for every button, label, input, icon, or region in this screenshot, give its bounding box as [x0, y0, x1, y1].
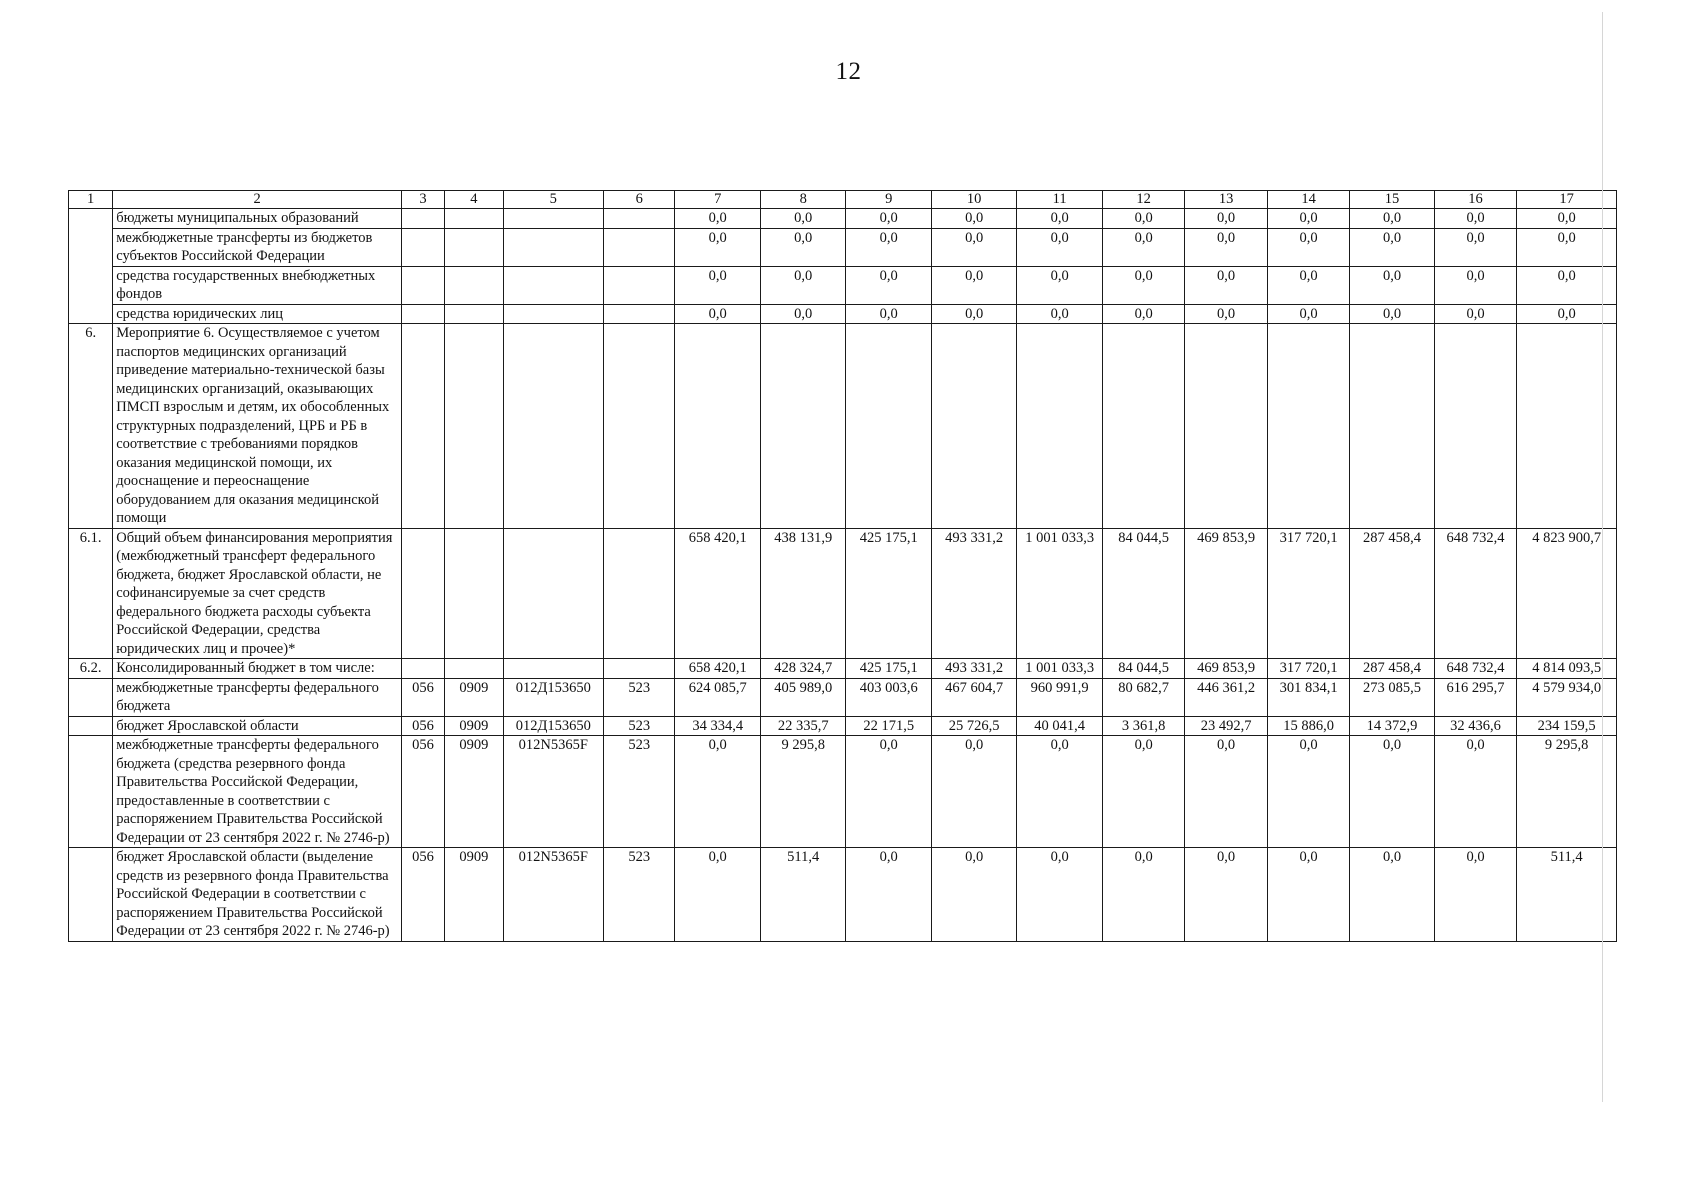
admin-code — [401, 528, 444, 659]
column-header: 5 — [503, 191, 604, 209]
value-cell: 9 295,8 — [760, 736, 845, 848]
row-number: 6.1. — [69, 528, 113, 659]
value-cell: 0,0 — [1434, 736, 1516, 848]
table-row — [69, 304, 1617, 324]
value-cell: 22 171,5 — [846, 716, 931, 736]
target-article-code — [503, 528, 604, 659]
value-cell: 0,0 — [760, 266, 845, 304]
section-code — [445, 528, 503, 659]
value-cell: 0,0 — [675, 228, 760, 266]
section-code — [445, 228, 503, 266]
value-cell: 0,0 — [675, 209, 760, 229]
column-header: 15 — [1350, 191, 1434, 209]
value-cell: 438 131,9 — [760, 528, 845, 659]
row-number — [69, 716, 113, 736]
admin-code — [401, 266, 444, 304]
expense-type-code: 523 — [604, 678, 675, 716]
value-cell: 0,0 — [1017, 848, 1102, 942]
value-cell: 0,0 — [1267, 209, 1349, 229]
value-cell: 0,0 — [675, 736, 760, 848]
value-cell: 0,0 — [1267, 266, 1349, 304]
column-header: 17 — [1517, 191, 1617, 209]
admin-code — [401, 228, 444, 266]
value-cell: 0,0 — [1185, 848, 1267, 942]
value-cell — [675, 324, 760, 529]
row-number — [69, 848, 113, 942]
target-article-code — [503, 659, 604, 679]
section-code: 0909 — [445, 716, 503, 736]
table-row — [69, 209, 1617, 229]
section-code — [445, 304, 503, 324]
value-cell: 0,0 — [1267, 228, 1349, 266]
value-cell: 0,0 — [846, 266, 931, 304]
table-row — [69, 659, 1617, 679]
table-row — [69, 678, 1617, 716]
row-name: Мероприятие 6. Осуществляемое с учетом паспортов медицинских организаций приведение материально-технической базы медицинских организаций, оказывающих ПМСП взрослым и детям, их обособленных структурных подразделений, ЦРБ и РБ в соответствие с требованиями порядков оказания медицинской помощи, их дооснащение и переоснащение оборудованием для оказания медицинской помощи — [113, 324, 402, 529]
section-code — [445, 324, 503, 529]
value-cell: 0,0 — [1102, 209, 1184, 229]
column-header: 4 — [445, 191, 503, 209]
value-cell: 469 853,9 — [1185, 659, 1267, 679]
row-name: бюджет Ярославской области (выделение средств из резервного фонда Правительства Российской Федерации в соответствии с распоряжением Правительства Российской Федерации от 23 сентября 2022 г. № 2746-р) — [113, 848, 402, 942]
column-header: 12 — [1102, 191, 1184, 209]
value-cell: 0,0 — [1267, 848, 1349, 942]
admin-code — [401, 324, 444, 529]
admin-code — [401, 304, 444, 324]
value-cell: 0,0 — [846, 228, 931, 266]
column-header: 2 — [113, 191, 402, 209]
value-cell: 616 295,7 — [1434, 678, 1516, 716]
value-cell: 0,0 — [1350, 209, 1434, 229]
value-cell: 648 732,4 — [1434, 528, 1516, 659]
value-cell: 469 853,9 — [1185, 528, 1267, 659]
row-number — [69, 678, 113, 716]
value-cell: 0,0 — [675, 266, 760, 304]
value-cell: 0,0 — [1517, 228, 1617, 266]
value-cell: 287 458,4 — [1350, 659, 1434, 679]
target-article-code — [503, 304, 604, 324]
value-cell: 273 085,5 — [1350, 678, 1434, 716]
row-name: межбюджетные трансферты федерального бюджета — [113, 678, 402, 716]
value-cell: 0,0 — [1017, 209, 1102, 229]
value-cell: 0,0 — [931, 304, 1016, 324]
row-number: 6.2. — [69, 659, 113, 679]
value-cell — [1017, 324, 1102, 529]
value-cell: 32 436,6 — [1434, 716, 1516, 736]
column-header: 1 — [69, 191, 113, 209]
target-article-code: 012Д153650 — [503, 716, 604, 736]
value-cell: 234 159,5 — [1517, 716, 1617, 736]
value-cell: 511,4 — [1517, 848, 1617, 942]
row-name: средства государственных внебюджетных фондов — [113, 266, 402, 304]
section-code: 0909 — [445, 678, 503, 716]
table-body — [69, 191, 1617, 942]
table-row — [69, 736, 1617, 848]
table-row — [69, 266, 1617, 304]
value-cell: 425 175,1 — [846, 528, 931, 659]
value-cell: 14 372,9 — [1350, 716, 1434, 736]
value-cell: 0,0 — [1185, 266, 1267, 304]
target-article-code — [503, 209, 604, 229]
value-cell: 648 732,4 — [1434, 659, 1516, 679]
value-cell: 0,0 — [1185, 736, 1267, 848]
column-header: 7 — [675, 191, 760, 209]
value-cell: 0,0 — [1350, 304, 1434, 324]
row-name: Общий объем финансирования мероприятия (межбюджетный трансферт федерального бюджета, бюджет Ярославской области, не софинансируемые за счет средств федерального бюджета расходы субъекта Российской Федерации, средства юридических лиц и прочее)* — [113, 528, 402, 659]
value-cell: 658 420,1 — [675, 528, 760, 659]
value-cell: 0,0 — [1350, 736, 1434, 848]
value-cell: 493 331,2 — [931, 528, 1016, 659]
page-number: 12 — [835, 58, 862, 85]
value-cell: 428 324,7 — [760, 659, 845, 679]
value-cell: 0,0 — [1267, 304, 1349, 324]
value-cell: 0,0 — [1102, 304, 1184, 324]
row-number: 6. — [69, 324, 113, 529]
target-article-code: 012N5365F — [503, 848, 604, 942]
value-cell — [1102, 324, 1184, 529]
expense-type-code — [604, 228, 675, 266]
column-header: 14 — [1267, 191, 1349, 209]
value-cell: 84 044,5 — [1102, 528, 1184, 659]
value-cell: 0,0 — [1102, 266, 1184, 304]
value-cell: 0,0 — [675, 848, 760, 942]
value-cell: 0,0 — [1434, 228, 1516, 266]
value-cell: 511,4 — [760, 848, 845, 942]
value-cell: 40 041,4 — [1017, 716, 1102, 736]
row-name: средства юридических лиц — [113, 304, 402, 324]
row-name: бюджеты муниципальных образований — [113, 209, 402, 229]
value-cell: 0,0 — [931, 848, 1016, 942]
row-name: Консолидированный бюджет в том числе: — [113, 659, 402, 679]
admin-code: 056 — [401, 848, 444, 942]
value-cell — [1434, 324, 1516, 529]
target-article-code: 012N5365F — [503, 736, 604, 848]
value-cell: 0,0 — [760, 228, 845, 266]
table-row — [69, 228, 1617, 266]
value-cell: 405 989,0 — [760, 678, 845, 716]
admin-code: 056 — [401, 716, 444, 736]
column-header: 10 — [931, 191, 1016, 209]
column-header: 9 — [846, 191, 931, 209]
value-cell: 0,0 — [760, 209, 845, 229]
value-cell: 960 991,9 — [1017, 678, 1102, 716]
value-cell: 0,0 — [931, 736, 1016, 848]
value-cell: 4 579 934,0 — [1517, 678, 1617, 716]
value-cell: 0,0 — [846, 209, 931, 229]
value-cell — [1185, 324, 1267, 529]
value-cell: 317 720,1 — [1267, 659, 1349, 679]
column-header-row — [69, 191, 1617, 209]
expense-type-code — [604, 304, 675, 324]
target-article-code: 012Д153650 — [503, 678, 604, 716]
value-cell: 493 331,2 — [931, 659, 1016, 679]
row-number — [69, 209, 113, 324]
value-cell: 0,0 — [931, 228, 1016, 266]
value-cell: 0,0 — [1102, 736, 1184, 848]
column-header: 8 — [760, 191, 845, 209]
row-name: межбюджетные трансферты из бюджетов субъектов Российской Федерации — [113, 228, 402, 266]
value-cell: 0,0 — [1017, 736, 1102, 848]
column-header: 3 — [401, 191, 444, 209]
value-cell: 0,0 — [931, 266, 1016, 304]
target-article-code — [503, 228, 604, 266]
value-cell: 446 361,2 — [1185, 678, 1267, 716]
value-cell: 0,0 — [675, 304, 760, 324]
value-cell: 0,0 — [1267, 736, 1349, 848]
expense-type-code — [604, 659, 675, 679]
value-cell: 0,0 — [1434, 266, 1516, 304]
expense-type-code — [604, 266, 675, 304]
column-header: 11 — [1017, 191, 1102, 209]
value-cell: 0,0 — [846, 848, 931, 942]
admin-code: 056 — [401, 736, 444, 848]
column-header: 13 — [1185, 191, 1267, 209]
admin-code — [401, 209, 444, 229]
value-cell: 25 726,5 — [931, 716, 1016, 736]
value-cell: 0,0 — [1185, 304, 1267, 324]
value-cell: 467 604,7 — [931, 678, 1016, 716]
value-cell: 624 085,7 — [675, 678, 760, 716]
value-cell — [846, 324, 931, 529]
expense-type-code: 523 — [604, 716, 675, 736]
value-cell: 9 295,8 — [1517, 736, 1617, 848]
value-cell: 0,0 — [1185, 228, 1267, 266]
value-cell: 34 334,4 — [675, 716, 760, 736]
value-cell: 1 001 033,3 — [1017, 659, 1102, 679]
section-code — [445, 209, 503, 229]
scan-edge-line — [1602, 12, 1603, 1102]
value-cell: 84 044,5 — [1102, 659, 1184, 679]
column-header: 16 — [1434, 191, 1516, 209]
target-article-code — [503, 266, 604, 304]
value-cell: 403 003,6 — [846, 678, 931, 716]
admin-code: 056 — [401, 678, 444, 716]
value-cell: 0,0 — [846, 304, 931, 324]
value-cell: 0,0 — [1185, 209, 1267, 229]
target-article-code — [503, 324, 604, 529]
row-number — [69, 736, 113, 848]
value-cell: 0,0 — [1350, 848, 1434, 942]
section-code: 0909 — [445, 736, 503, 848]
expense-type-code: 523 — [604, 848, 675, 942]
value-cell: 23 492,7 — [1185, 716, 1267, 736]
value-cell: 0,0 — [1434, 209, 1516, 229]
table-row — [69, 528, 1617, 659]
value-cell: 3 361,8 — [1102, 716, 1184, 736]
value-cell — [760, 324, 845, 529]
value-cell: 22 335,7 — [760, 716, 845, 736]
section-code: 0909 — [445, 848, 503, 942]
value-cell: 0,0 — [1017, 266, 1102, 304]
value-cell: 0,0 — [1102, 848, 1184, 942]
value-cell: 80 682,7 — [1102, 678, 1184, 716]
value-cell: 287 458,4 — [1350, 528, 1434, 659]
section-code — [445, 266, 503, 304]
value-cell: 0,0 — [1102, 228, 1184, 266]
value-cell: 15 886,0 — [1267, 716, 1349, 736]
expense-type-code — [604, 528, 675, 659]
expense-type-code — [604, 324, 675, 529]
value-cell: 0,0 — [931, 209, 1016, 229]
table-row — [69, 716, 1617, 736]
value-cell: 0,0 — [1017, 304, 1102, 324]
row-name: межбюджетные трансферты федерального бюджета (средства резервного фонда Правительства Российской Федерации, предоставленные в соответствии с распоряжением Правительства Российской Федерации от 23 сентября 2022 г. № 2746-р) — [113, 736, 402, 848]
row-name: бюджет Ярославской области — [113, 716, 402, 736]
value-cell: 0,0 — [1017, 228, 1102, 266]
value-cell: 0,0 — [1350, 266, 1434, 304]
table-row — [69, 848, 1617, 942]
section-code — [445, 659, 503, 679]
value-cell: 301 834,1 — [1267, 678, 1349, 716]
expense-type-code: 523 — [604, 736, 675, 848]
value-cell: 425 175,1 — [846, 659, 931, 679]
value-cell — [931, 324, 1016, 529]
value-cell: 0,0 — [1517, 304, 1617, 324]
value-cell: 4 823 900,7 — [1517, 528, 1617, 659]
value-cell — [1267, 324, 1349, 529]
value-cell: 1 001 033,3 — [1017, 528, 1102, 659]
value-cell: 658 420,1 — [675, 659, 760, 679]
value-cell — [1350, 324, 1434, 529]
value-cell: 0,0 — [846, 736, 931, 848]
value-cell: 0,0 — [1517, 209, 1617, 229]
value-cell: 0,0 — [1350, 228, 1434, 266]
expense-type-code — [604, 209, 675, 229]
value-cell: 4 814 093,5 — [1517, 659, 1617, 679]
value-cell: 0,0 — [1517, 266, 1617, 304]
value-cell: 0,0 — [1434, 304, 1516, 324]
value-cell: 317 720,1 — [1267, 528, 1349, 659]
table-row — [69, 324, 1617, 529]
admin-code — [401, 659, 444, 679]
value-cell: 0,0 — [1434, 848, 1516, 942]
value-cell: 0,0 — [760, 304, 845, 324]
budget-table — [68, 190, 1617, 942]
column-header: 6 — [604, 191, 675, 209]
